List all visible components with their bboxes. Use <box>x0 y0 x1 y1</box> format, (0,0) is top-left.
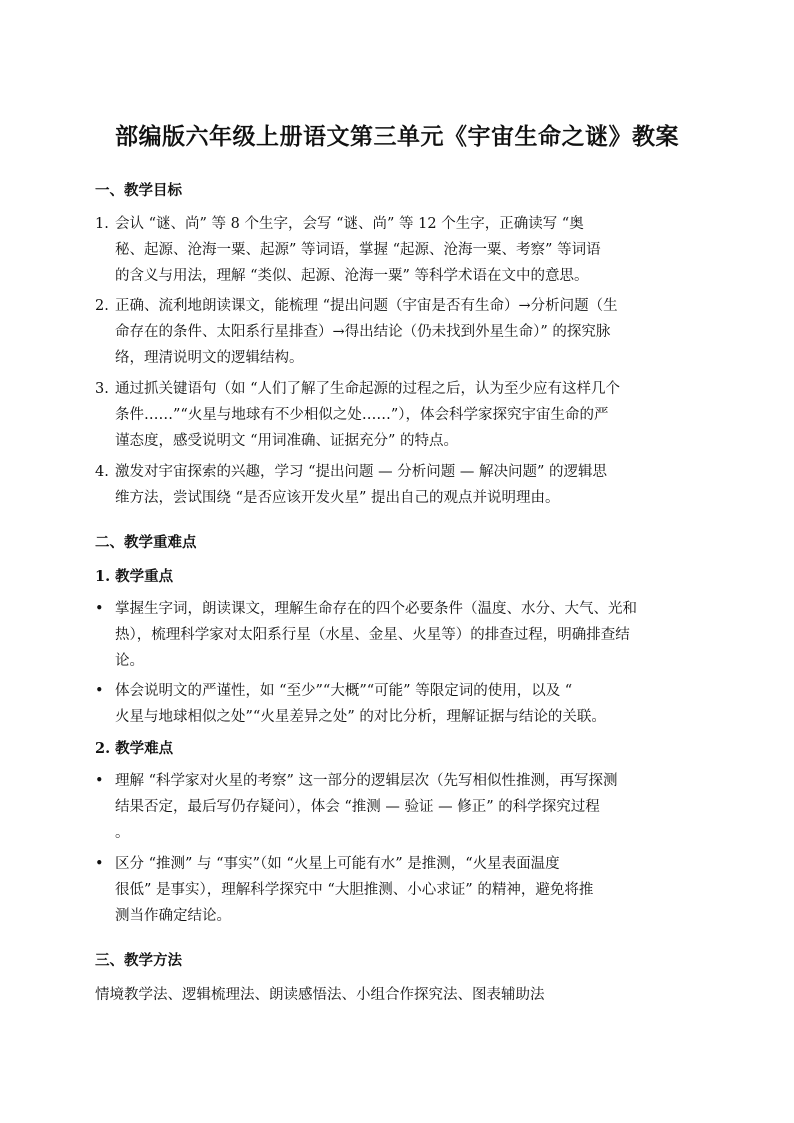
item-line: 理解 “科学家对火星的考察” 这一部分的逻辑层次（先写相似性推测，再写探测 <box>115 773 618 789</box>
document-title: 部编版六年级上册语文第三单元《宇宙生命之谜》教案 <box>115 123 679 150</box>
bullet-icon: • <box>95 773 104 789</box>
item-line: 结果否定，最后写仍存疑问），体会 “推测 — 验证 — 修正” 的科学探究过程 <box>115 799 600 815</box>
item-line: 正确、流利地朗读课文，能梳理 “提出问题（宇宙是否有生命）→分析问题（生 <box>115 298 618 314</box>
item-line: 通过抓关键语句（如 “人们了解了生命起源的过程之后，认为至少应有这样几个 <box>115 381 621 397</box>
item-line: 谨态度，感受说明文 “用词准确、证据充分” 的特点。 <box>115 433 459 449</box>
item-line: 秘、起源、沧海一粟、起源” 等词语，掌握 “起源、沧海一粟、考察” 等词语 <box>115 242 601 258</box>
item-number: 4. <box>95 464 109 480</box>
methods-text: 情境教学法、逻辑梳理法、朗读感悟法、小组合作探究法、图表辅助法 <box>95 987 545 1003</box>
key-point-item-1 <box>95 596 705 674</box>
item-line: 维方法，尝试围绕 “是否应该开发火星” 提出自己的观点并说明理由。 <box>115 490 560 506</box>
section-heading-methods: 三、教学方法 <box>95 952 182 969</box>
item-number: 3. <box>95 381 109 397</box>
item-line: 络，理清说明文的逻辑结构。 <box>115 350 304 366</box>
item-line: 火星与地球相似之处”“火星差异之处” 的对比分析，理解证据与结论的关联。 <box>115 709 606 725</box>
objective-item-1 <box>95 211 705 289</box>
item-line: 条件……”“火星与地球有不少相似之处……”），体会科学家探究宇宙生命的严 <box>115 407 609 423</box>
subheading-key-points: 1. 教学重点 <box>95 568 174 585</box>
section-heading-objectives: 一、教学目标 <box>95 182 182 199</box>
item-line: 区分 “推测” 与 “事实”（如 “火星上可能有水” 是推测，“火星表面温度 <box>115 856 560 872</box>
item-line: 测当作确定结论。 <box>115 908 231 924</box>
objective-item-2 <box>95 293 705 371</box>
objective-item-4 <box>95 459 705 511</box>
item-line: 激发对宇宙探索的兴趣，学习 “提出问题 — 分析问题 — 解决问题” 的逻辑思 <box>115 464 607 480</box>
objective-item-3 <box>95 376 705 454</box>
item-number: 2. <box>95 298 109 314</box>
difficulty-item-1 <box>95 768 705 846</box>
bullet-icon: • <box>95 856 104 872</box>
item-line: 命存在的条件、太阳系行星排查）→得出结论（仍未找到外星生命）” 的探究脉 <box>115 324 611 340</box>
item-line: 。 <box>115 825 130 841</box>
item-line: 体会说明文的严谨性，如 “至少”“大概”“可能” 等限定词的使用，以及 “ <box>115 683 573 699</box>
item-number: 1. <box>95 216 109 232</box>
subheading-difficulties: 2. 教学难点 <box>95 740 174 757</box>
item-line: 的含义与用法，理解 “类似、起源、沧海一粟” 等科学术语在文中的意思。 <box>115 268 589 284</box>
item-line: 掌握生字词，朗读课文，理解生命存在的四个必要条件（温度、水分、大气、光和 <box>115 601 637 617</box>
difficulty-item-2 <box>95 851 705 929</box>
item-line: 会认 “谜、尚” 等 8 个生字，会写 “谜、尚” 等 12 个生字，正确读写 “奥 <box>115 216 584 232</box>
key-point-item-2 <box>95 678 705 730</box>
bullet-icon: • <box>95 601 104 617</box>
item-line: 很低” 是事实），理解科学探究中 “大胆推测、小心求证” 的精神，避免将推 <box>115 882 594 898</box>
item-line: 热），梳理科学家对太阳系行星（水星、金星、火星等）的排查过程，明确排查结 <box>115 627 630 643</box>
section-heading-key-points: 二、教学重难点 <box>95 534 197 551</box>
bullet-icon: • <box>95 683 104 699</box>
item-line: 论。 <box>115 653 144 669</box>
